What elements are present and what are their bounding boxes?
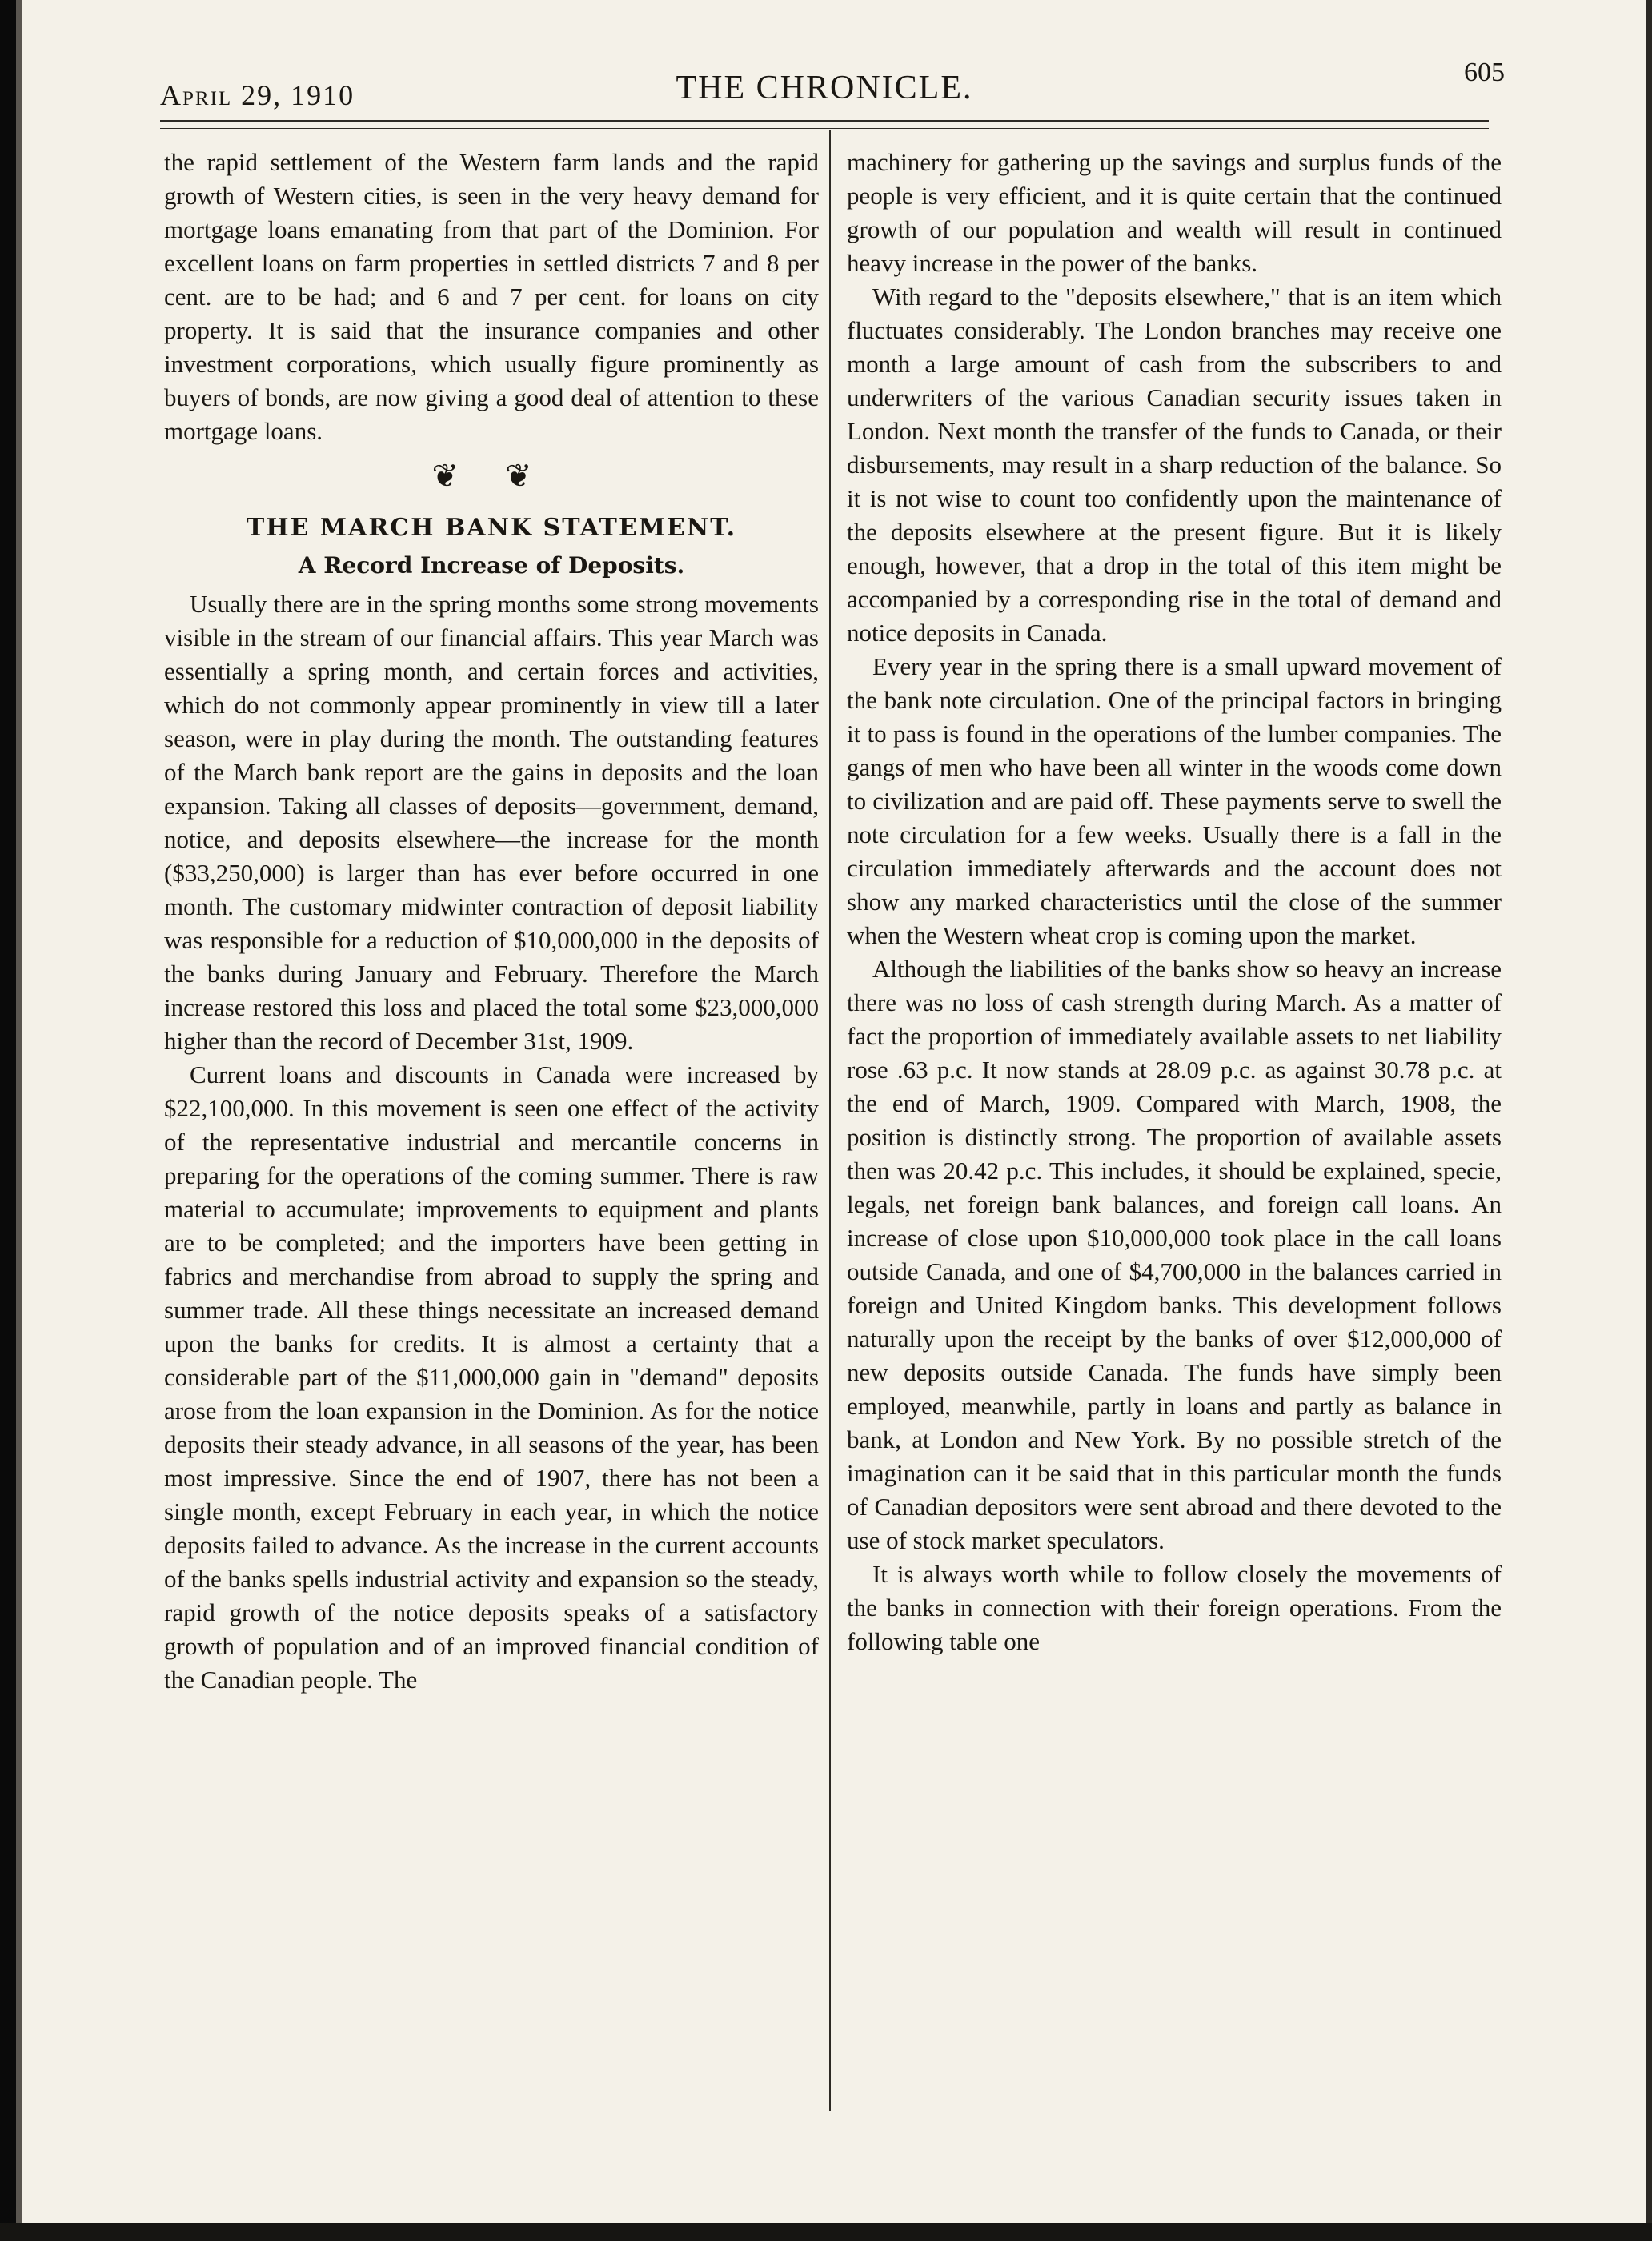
right-paragraph-4: Although the liabilities of the banks show so heavy an increase there was no loss of cash strength during March. As a matter of fact the proportion of immediately available assets to net liability rose .63 p.c. It now stands at 28.09 p.c. as against 30.78 p.c. at the end of March, 1909. Compared with March, 1908, the position is distinctly strong. The proportion of available assets then was 20.42 p.c. This includes, it should be explained, specie, legals, net foreign bank balances, and foreign call loans. An increase of close upon $10,000,000 took place in the call loans outside Canada, and one of $4,700,000 in the balances carried in foreign and United Kingdom banks. This development follows naturally upon the receipt by the banks of over $12,000,000 of new deposits outside Canada. The funds have simply been employed, meanwhile, partly in loans and partly as balance in bank, at London and New York. By no possible stretch of the imagination can it be said that in this particular month the funds of Canadian depositors were sent abroad and there devoted to the use of stock market speculators. [847,955,1502,1554]
publication-title: THE CHRONICLE. [676,70,973,106]
left-paragraph-3: Current loans and discounts in Canada were increased by $22,100,000. In this movement is seen one effect of the activity of the representative industrial and mercantile concerns in preparing for the operations of the coming summer. There is raw material to accumulate; improvements to equipment and plants are to be completed; and the importers have been getting in fabrics and merchandise from abroad to supply the spring and summer trade. All these things necessitate an increased demand upon the banks for credits. It is almost a certainty that a considerable part of the $11,000,000 gain in "demand" deposits arose from the loan expansion in the Dominion. As for the notice deposits their steady advance, in all seasons of the year, has been most impressive. Since the end of 1907, there has not been a single month, except February in each year, in which the notice deposits failed to advance. As the increase in the current accounts of the banks spells industrial activity and expansion so the steady, rapid growth of the notice deposits speaks of a satisfactory growth of population and of an improved financial condition of the Canadian people. The [164,1060,819,1694]
article-subtitle: A Record Increase of Deposits. [298,552,685,579]
left-paragraph-2: Usually there are in the spring months some strong movements visible in the stream of our financial affairs. This year March was essentially a spring month, and certain forces and activities, which do not commonly appear prominently in view till a later season, were in play during the month. The outstanding features of the March bank report are the gains in deposits and the loan expansion. Taking all classes of deposits—government, demand, notice, and deposits elsewhere—the increase for the month ($33,250,000) is larger than has ever before occurred in one month. The customary midwinter contraction of deposit liability was responsible for a reduction of $10,000,000 in the deposits of the banks during January and February. Therefore the March increase restored this loss and placed the total some $23,000,000 higher than the record of December 31st, 1909. [164,590,819,1055]
scan-border-bottom [0,2223,1652,2241]
page-number: 605 [1464,58,1505,87]
header-rule-thin [160,128,1489,129]
scan-border-left [0,0,16,2241]
scan-border-right [1646,0,1652,2241]
header-rule [160,120,1489,122]
left-paragraph-1: the rapid settlement of the Western farm lands and the rapid growth of Western cities, is seen in the very heavy demand for mortgage loans emanating from that part of the Dominion. For excellent loans on farm properties in settled districts 7 and 8 per cent. are to be had; and 6 and 7 per cent. for loans on city property. It is said that the insurance companies and other investment corporations, which usually figure prominently as buyers of bonds, are now giving a good deal of attention to these mortgage loans. [164,148,819,445]
right-paragraph-2: With regard to the "deposits elsewhere," that is an item which fluctuates considerably. The London branches may receive one month a large amount of cash from the subscribers to and underwriters of the various Canadian security issues taken in London. Next month the transfer of the funds to Canada, or their disbursements, may result in a sharp reduction of the balance. So it is not wise to count too confidently upon the maintenance of the deposits elsewhere at the present figure. But it is likely enough, however, that a drop in the total of this item might be accompanied by a corresponding rise in the total of demand and notice deposits in Canada. [847,283,1502,647]
article-title: THE MARCH BANK STATEMENT. [246,514,737,542]
column-divider [829,130,831,2111]
section-ornament: ❦ ❦ [431,458,551,494]
right-paragraph-1: machinery for gathering up the savings and surplus funds of the people is very efficient, and it is quite certain that the continued growth of our population and wealth will result in continued heavy increase in the power of the banks. [847,148,1502,277]
right-column [847,146,1502,1658]
scan-border-left-shadow [16,0,22,2241]
right-paragraph-5: It is always worth while to follow closely the movements of the banks in connection with their foreign operations. From the following table one [847,1560,1502,1655]
right-paragraph-3: Every year in the spring there is a small upward movement of the bank note circulation. One of the principal factors in bringing it to pass is found in the operations of the lumber companies. The gangs of men who have been all winter in the woods come down to civilization and are paid off. These payments serve to swell the note circulation for a few weeks. Usually there is a fall in the circulation immediately afterwards and the account does not show any marked characteristics until the close of the summer when the Western wheat crop is coming upon the market. [847,652,1502,949]
left-column [164,146,819,1697]
page-header [160,58,1505,112]
issue-date: April 29, 1910 [160,79,355,111]
